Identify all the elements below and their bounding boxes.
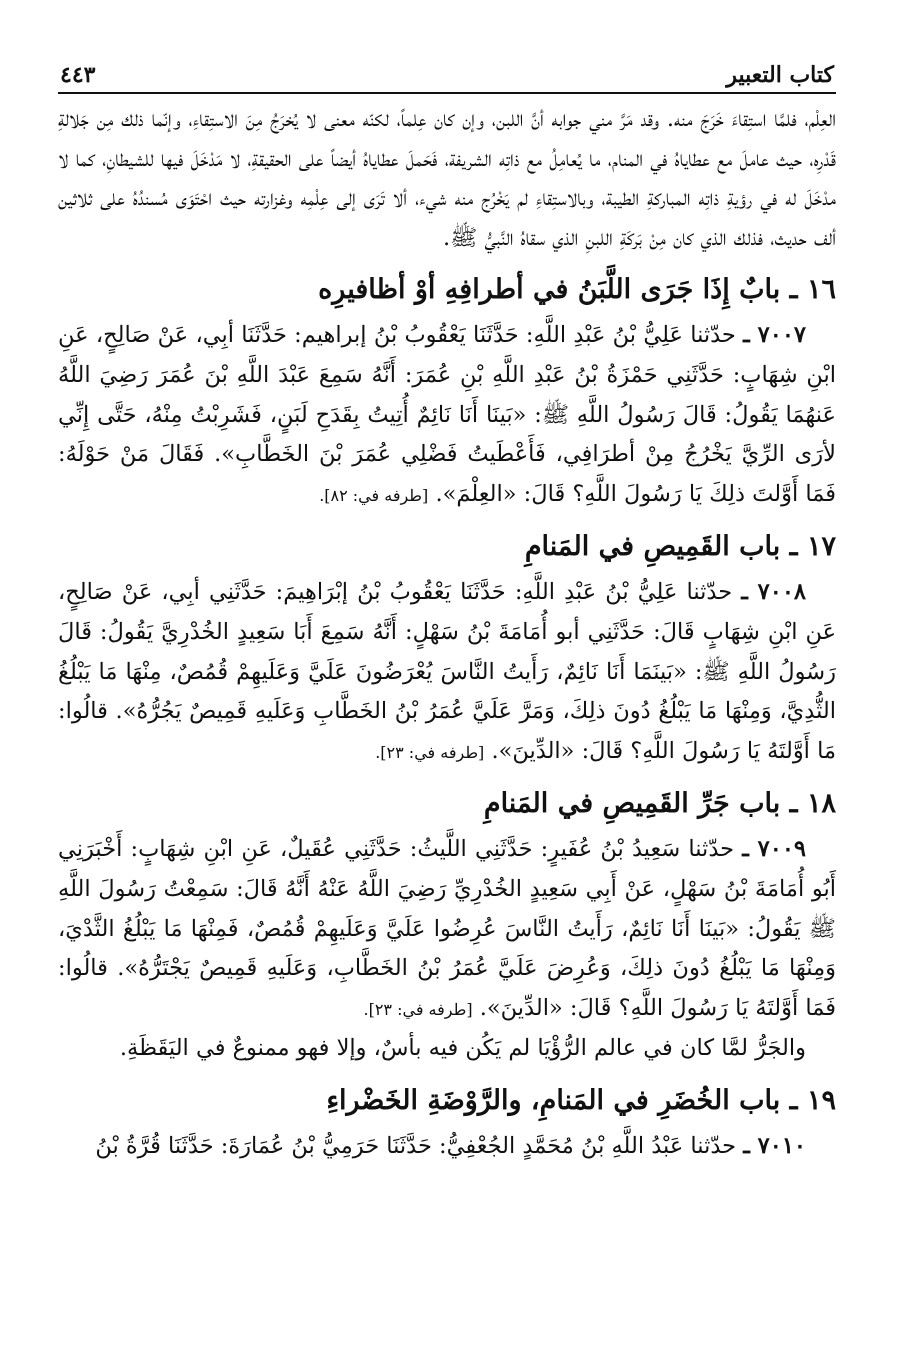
book-page	[58, 52, 836, 1166]
hadith-paragraph	[58, 316, 836, 515]
hadith-number: ٧٠٠٧ ـ	[743, 322, 806, 349]
chapter-heading: ١٦ ـ بابٌ إِذَا جَرَى اللَّبَنُ في أطرافِهِ أوْ أظافيرِه	[318, 274, 836, 306]
hadith-text: حدّثنا عَبْدُ اللَّهِ بْنُ مُحَمَّدٍ الجُعْفِيُّ: حَدَّثَنَا حَرَمِيُّ بْنُ عُمَارَةَ: حَدَّثَنَا قُرَّةُ بْنُ	[95, 1132, 737, 1159]
hadith-number: ٧٠١٠ ـ	[743, 1132, 806, 1159]
chapter-heading: ١٨ ـ باب جَرِّ القَمِيصِ في المَنامِ	[483, 788, 836, 820]
hadith-text: حدّثنا عَلِيُّ بْنُ عَبْدِ اللَّهِ: حَدَّثَنَا يَعْقُوبُ بْنُ إبراهيم: حَدَّثَنَا أبِي، عَنْ صَالِحٍ، عَنِ ابْنِ شِهَابٍ: حَدَّثَنِي حَمْزَةُ بْنُ عَبْدِ اللَّهِ بْنِ عُمَرَ: أَنَّهُ سَمِعَ عَبْدَ اللَّهِ بْنَ عُمَرَ رَضِيَ اللَّهُ عَنهُمَا يَقُولُ: قَالَ رَسُولُ اللَّهِ ﷺ: «بَينَا أَنَا نَائِمٌ أُتِيتُ بِقَدَحِ لَبَنٍ، فَشَرِبْتُ مِنْهُ، حَتَّى إِنِّي لأرَى الرِّيَّ يَخْرُجُ مِنْ أطرَافِي، فَأَعْطَيتُ فَضْلِي عُمَرَ بْنَ الخَطَّابِ». فَقَالَ مَنْ حَوْلَهُ: فَمَا أَوَّلتَ ذلِكَ يَا رَسُولَ اللَّهِ؟ قَالَ: «العِلْمَ».	[58, 322, 836, 507]
hadith-paragraph	[58, 830, 836, 1029]
hadith-reference: [طرفه في: ٢٣].	[363, 999, 473, 1019]
hadith-paragraph	[58, 1127, 836, 1167]
running-header	[58, 52, 836, 94]
hadith-reference: [طرفه في: ٢٣].	[375, 742, 485, 762]
commentary-paragraph: والجَرُّ لمَّا كان في عالم الرُّؤْيَا لم يَكُن فيه بأسٌ، وإلا فهو ممنوعٌ في اليَقَظَةِ.	[119, 1035, 806, 1062]
hadith-text: حدّثنا سَعِيدُ بْنُ عُفَيرٍ: حَدَّثَنِي اللَّيثُ: حَدَّثَنِي عُقَيلٌ، عَنِ ابْنِ شِهَابٍ: أَخْبَرَنِي أَبُو أُمَامَةَ بْنُ سَهْلٍ، عَنْ أَبِي سَعِيدٍ الخُدْرِيِّ رَضِيَ اللَّهُ عَنْهُ أَنَّهُ قَالَ: سَمِعْتُ رَسُولَ اللَّهِ ﷺ يَقُولُ: «بَينَا أَنَا نَائِمٌ، رَأَيتُ النَّاسَ عُرِضُوا عَلَيَّ وَعَلَيهِمْ قُمُصٌ، فَمِنْهَا مَا يَبْلُغُ الثَّدْيَ، وَمِنْهَا مَا يَبْلُغُ دُونَ ذلِكَ، وَعُرِضَ عَلَيَّ عُمَرُ بْنُ الخَطَّابِ، وَعَلَيهِ قَمِيصٌ يَجْتَرُّهُ». قالُوا: فَمَا أَوَّلتَهُ يَا رَسُولَ اللَّهِ؟ قَالَ: «الدِّينَ».	[58, 836, 836, 1021]
hadith-reference: [طرفه في: ٨٢].	[319, 485, 429, 505]
page-body	[58, 100, 836, 1166]
hadith-text: حدّثنا عَلِيُّ بْنُ عَبْدِ اللَّهِ: حَدَّثَنَا يَعْقُوبُ بْنُ إبْرَاهِيمَ: حَدَّثَنِي أبِي، عَنْ صَالِحٍ، عَنِ ابْنِ شِهَابٍ قَالَ: حَدَّثَنِي أبو أُمَامَةَ بْنُ سَهْلٍ: أَنَّهُ سَمِعَ أَبَا سَعِيدٍ الخُدْرِيَّ يَقُولُ: قَالَ رَسُولُ اللَّهِ ﷺ: «بَينَمَا أَنَا نَائِمٌ، رَأَيتُ النَّاسَ يُعْرَضُونَ عَلَيَّ وَعَلَيهِمْ قُمُصٌ، مِنْهَا مَا يَبْلُغُ الثُّدِيَّ، وَمِنْهَا مَا يَبْلُغُ دُونَ ذلِكَ، وَمَرَّ عَلَيَّ عُمَرُ بْنُ الخَطَّابِ وَعَلَيهِ قَمِيصٌ يَجُرُّهُ». قالُوا: مَا أَوَّلتَهُ يَا رَسُولَ اللَّهِ؟ قَالَ: «الدِّينَ».	[58, 579, 836, 764]
intro-paragraph: العِلْم، فلمَّا استِقاءَ خَرَجَ منه. وقد مَرَّ مني جوابه أنَّ اللبن، وإن كان عِلماً، لكنّه معنى لا يُخرَجُ مِنَ الاستِقاءِ، وإنّما ذلك مِن جَلالةِ قَدْرِه، حيث عاملَ مع عطاياهُ في المنام، ما يُعامِلُ مع ذاتِه الشريفة، فَحَملَ عطاياهُ أيضاً على الحقيقةِ، لا مَدْخَلَ فيها للشيطانِ، كما لا مدْخَلَ له في رؤيةِ ذاتِه المباركةِ الطيبة، وبالاستِقاءِ لم يَخْرُج منه شيء، ألا تَرَى إلى عِلْمِه وغزارته حيث احْتَوَى مُسندُهُ على ثلاثين ألف حديث، فذلك الذي كان مِنْ بَركَةِ اللبنِ الذي سقاهُ النَّبيُّ ﷺ.	[58, 106, 836, 251]
chapter-heading: ١٧ ـ باب القَمِيصِ في المَنامِ	[524, 531, 836, 563]
page-number: ٤٤٣	[60, 62, 96, 88]
hadith-paragraph	[58, 573, 836, 772]
chapter-heading: ١٩ ـ باب الخُضَرِ في المَنامِ، والرَّوْضَةِ الخَضْراءِ	[326, 1084, 836, 1116]
hadith-number: ٧٠٠٨ ـ	[741, 579, 806, 606]
book-title: كتاب التعبير	[726, 62, 834, 88]
hadith-number: ٧٠٠٩ ـ	[742, 836, 806, 863]
